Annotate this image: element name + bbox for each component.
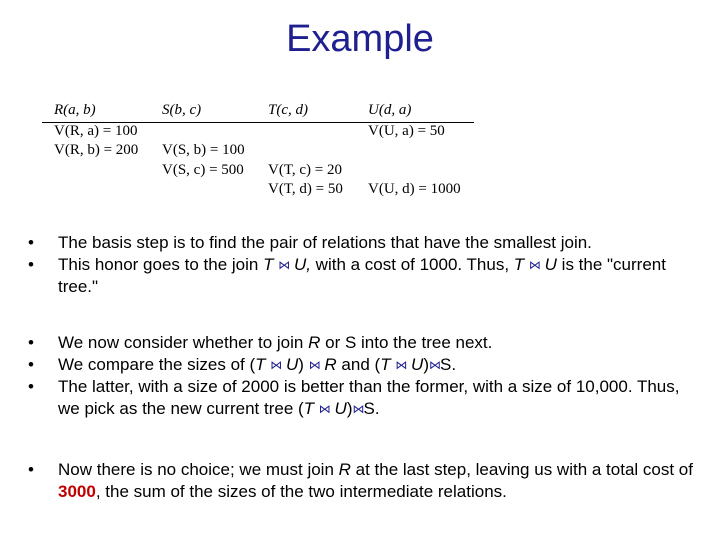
join-icon: ⋈ [308, 358, 320, 372]
bullet-group-2 [28, 332, 698, 420]
cell-v-r-b: V(R, b) = 200 [54, 142, 139, 158]
header-r: R(a, b) [54, 102, 96, 118]
join-icon: ⋈ [429, 358, 440, 372]
cell-v-t-c: V(T, c) = 20 [268, 162, 342, 178]
bullet-compare: • We compare the sizes of (T ⋈ U) ⋈ R and (T ⋈ U)⋈S. [28, 354, 698, 376]
cell-v-s-b: V(S, b) = 100 [162, 142, 245, 158]
bullet-consider: • We now consider whether to join R or S into the tree next. [28, 332, 698, 354]
join-icon: ⋈ [270, 358, 282, 372]
join-icon: ⋈ [352, 402, 364, 416]
header-s: S(b, c) [162, 102, 202, 118]
bullet-group-3 [28, 459, 698, 503]
statistics-table [42, 100, 478, 212]
cell-v-u-a: V(U, a) = 50 [368, 123, 445, 139]
join-icon: ⋈ [318, 402, 330, 416]
join-icon: ⋈ [395, 358, 407, 372]
cell-v-u-d: V(U, d) = 1000 [368, 181, 461, 197]
total-cost: 3000 [58, 482, 96, 501]
join-icon: ⋈ [278, 258, 290, 272]
cell-v-s-c: V(S, c) = 500 [162, 162, 244, 178]
bullet-latter: • The latter, with a size of 2000 is better than the former, with a size of 10,000. Thus, we pick as the new current tree (T ⋈ U)⋈S. [28, 376, 698, 420]
header-u: U(d, a) [368, 102, 412, 118]
cell-v-t-d: V(T, d) = 50 [268, 181, 343, 197]
header-t: T(c, d) [268, 102, 308, 118]
join-icon: ⋈ [528, 258, 540, 272]
cell-v-r-a: V(R, a) = 100 [54, 123, 138, 139]
bullet-group-1 [28, 232, 698, 298]
slide-title: Example [286, 18, 434, 60]
bullet-basis-step: • The basis step is to find the pair of relations that have the smallest join. [28, 232, 698, 254]
bullet-honor: • This honor goes to the join T ⋈ U, with a cost of 1000. Thus, T ⋈ U is the "current tree." [28, 254, 698, 298]
bullet-no-choice: • Now there is no choice; we must join R at the last step, leaving us with a total cost of 3000, the sum of the sizes of the two intermediate relations. [28, 459, 698, 503]
